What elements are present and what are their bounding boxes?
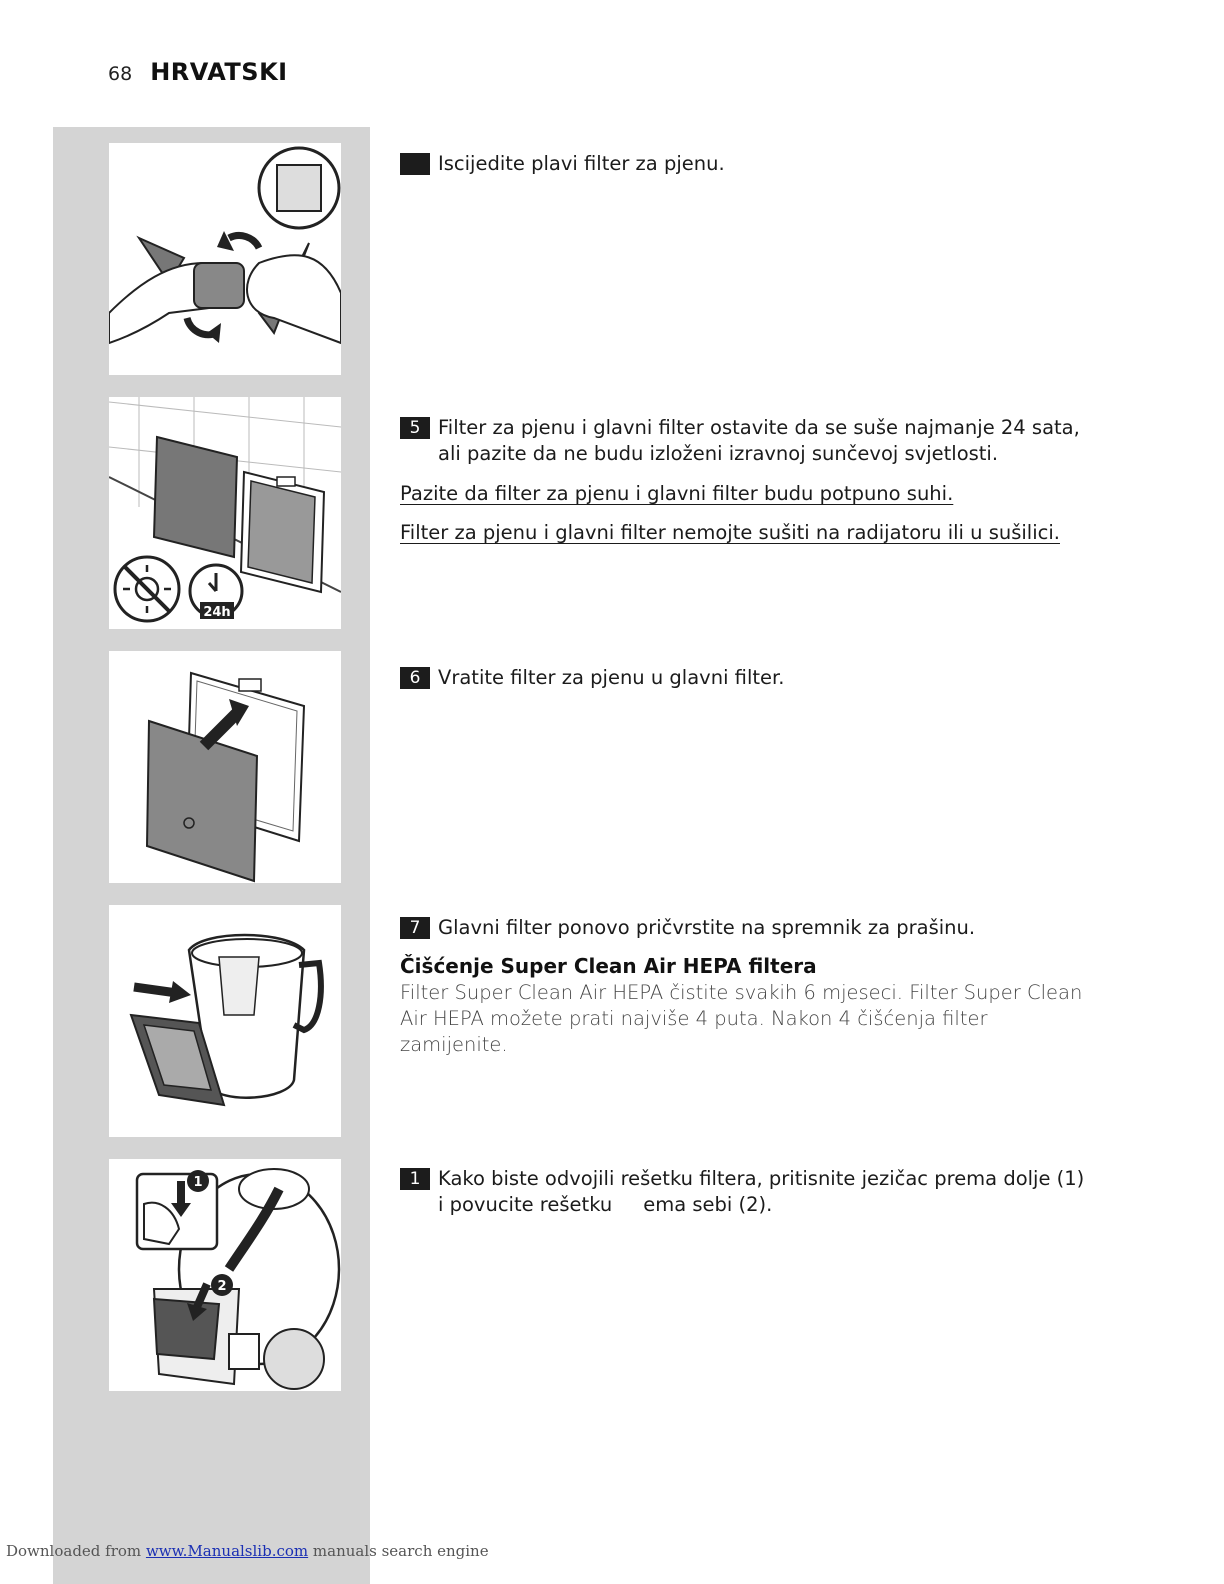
step-number: 6 (400, 667, 430, 689)
step-1-hepa (400, 1166, 1090, 1218)
illustration-drying-filters (109, 397, 341, 629)
illustration-attach-filter (109, 905, 341, 1137)
step-number: 5 (400, 417, 430, 439)
step-number: 1 (400, 1168, 430, 1190)
footer-suffix: manuals search engine (312, 1542, 489, 1560)
callout-1: 1 (193, 1175, 203, 1190)
step-text: Vratite filter za pjenu u glavni filter. (438, 666, 785, 689)
step-7 (400, 915, 1100, 941)
illustration-squeeze-filter (109, 143, 341, 375)
step-text: Filter za pjenu i glavni filter ostavite da se suše najmanje 24 sata, ali pazite da ne budu izloženi izravnoj sunčevoj svjetlosti. (438, 416, 1080, 465)
step-text: Iscijedite plavi filter za pjenu. (438, 152, 725, 175)
language-title: HRVATSKI (150, 58, 288, 86)
step-5 (400, 415, 1090, 467)
duration-badge-label: 24h (203, 605, 231, 620)
step-text: Kako biste odvojili rešetku filtera, pritisnite jezičac prema dolje (1) i povucite rešetku ema sebi (2). (438, 1167, 1091, 1216)
step-squeeze (400, 151, 1100, 177)
page-number: 68 (108, 63, 133, 85)
section-heading: Čišćenje Super Clean Air HEPA filtera (400, 954, 817, 978)
step-text: Glavni filter ponovo pričvrstite na spremnik za prašinu. (438, 916, 976, 939)
callout-2: 2 (217, 1279, 227, 1294)
footer-link[interactable]: www.Manualslib.com (145, 1542, 309, 1560)
step-number: 7 (400, 917, 430, 939)
step-number (400, 153, 430, 175)
note-dry-completely: Pazite da filter za pjenu i glavni filter budu potpuno suhi. (400, 482, 954, 505)
page-header (108, 58, 288, 88)
footer (6, 1542, 489, 1560)
note-no-radiator: Filter za pjenu i glavni filter nemojte sušiti na radijatoru ili u sušilici. (400, 521, 1060, 544)
illustration-detach-grille (109, 1159, 341, 1391)
section-paragraph: Filter Super Clean Air HEPA čistite svakih 6 mjeseci. Filter Super Clean Air HEPA možete prati najviše 4 puta. Nakon 4 čišćenja filter zamijenite. (400, 981, 1083, 1056)
step-6 (400, 665, 1100, 691)
footer-prefix: Downloaded from (6, 1542, 142, 1560)
illustration-insert-foam-filter (109, 651, 341, 883)
